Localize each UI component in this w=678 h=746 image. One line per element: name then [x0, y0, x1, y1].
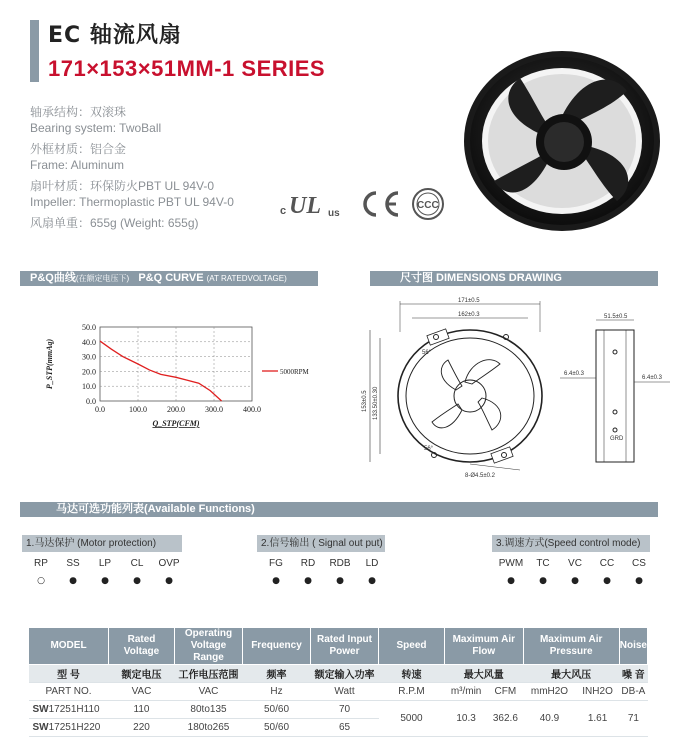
th-speed: Speed	[379, 628, 445, 665]
unit-hz: Hz	[243, 683, 311, 701]
unit-vac-range: VAC	[175, 683, 243, 701]
table-cn-row	[29, 665, 648, 683]
range-cell: 180to265	[175, 719, 243, 737]
y-tick-label: 40.0	[82, 337, 96, 347]
dim-6-4-right: 6.4±0.3	[642, 375, 662, 381]
function-code: RDB	[329, 558, 351, 569]
unit-watt: Watt	[311, 683, 379, 701]
pq-chart	[40, 315, 330, 445]
dim-153-label: 153±0.5	[362, 390, 368, 412]
cn-operating-range: 工作电压范围	[175, 665, 243, 683]
th-rated-voltage: Rated Voltage	[109, 628, 175, 665]
spec-impeller-en: Impeller: Thermoplastic PBT UL 94V-0	[30, 195, 234, 209]
cn-rated-voltage: 额定电压	[109, 665, 175, 683]
product-title: EC 轴流风扇	[48, 23, 182, 48]
spec-frame-en: Frame: Aluminum	[30, 158, 125, 172]
unit-mmh2o: mmH2O	[523, 683, 576, 701]
legend-label: 5000RPM	[280, 368, 309, 376]
unit-cfm: CFM	[488, 683, 523, 701]
frequency-cell: 50/60	[243, 719, 311, 737]
dim-51-label: 51.5±0.5	[604, 314, 628, 320]
svg-text:c: c	[280, 205, 287, 217]
grd-label: GRD	[610, 436, 624, 442]
pq-banner-en-small: (AT RATEDVOLTAGE)	[206, 274, 287, 283]
function-code: LD	[365, 558, 379, 569]
range-cell: 80to135	[175, 701, 243, 719]
function-mark: ●	[368, 576, 376, 586]
function-code: RP	[34, 558, 48, 569]
y-tick-label: 0.0	[86, 397, 96, 406]
unit-rpm: R.P.M	[379, 683, 445, 701]
x-tick-label: 200.0	[167, 405, 185, 414]
dim-171-label: 171±0.5	[458, 298, 480, 304]
th-model: MODEL	[29, 628, 109, 665]
function-mark: ●	[272, 576, 280, 586]
cn-noise: 噪 音	[619, 665, 647, 683]
function-group-title: 1.马达保护 (Motor protection)	[22, 535, 182, 552]
function-mark: ○	[37, 576, 45, 586]
x-tick-label: 400.0	[243, 405, 261, 414]
function-mark: ●	[101, 576, 109, 586]
y-axis-label: P_STP(mmAq)	[45, 338, 54, 390]
x-tick-label: 300.0	[205, 405, 223, 414]
function-mark: ●	[635, 576, 643, 586]
table-row	[29, 701, 648, 719]
model-cell	[29, 701, 109, 719]
unit-dba: DB-A	[619, 683, 647, 701]
svg-text:UL: UL	[289, 193, 321, 219]
spec-bearing-cn: 轴承结构：双滚珠	[30, 105, 127, 119]
function-mark: ●	[69, 576, 77, 586]
th-air-flow: Maximum Air Flow	[445, 628, 524, 665]
th-rated-power: Rated Input Power	[311, 628, 379, 665]
cn-frequency: 频率	[243, 665, 311, 683]
power-cell: 65	[311, 719, 379, 737]
pq-curve-banner	[20, 271, 318, 286]
functions-banner: 马达可选功能列表(Available Functions)	[20, 502, 658, 517]
dim-162-label: 162±0.3	[458, 312, 480, 318]
function-mark: ●	[336, 576, 344, 586]
rated-voltage-cell: 110	[109, 701, 175, 719]
noise-cell: 71	[619, 701, 647, 737]
x-tick-label: 0.0	[95, 405, 105, 414]
ce-cert-icon	[358, 188, 402, 220]
rated-voltage-cell: 220	[109, 719, 175, 737]
pq-banner-en: P&Q CURVE	[138, 272, 204, 284]
cn-air-pressure: 最大风压	[523, 665, 619, 683]
dimensions-banner: 尺寸图 DIMENSIONS DRAWING	[370, 271, 658, 286]
dim-133-label: 133.50±0.30	[373, 386, 379, 420]
function-mark: ●	[539, 576, 547, 586]
table-unit-row	[29, 683, 648, 701]
function-code: SS	[66, 558, 80, 569]
frequency-cell: 50/60	[243, 701, 311, 719]
function-mark: ●	[571, 576, 579, 586]
function-code: FG	[269, 558, 283, 569]
spec-frame-cn: 外框材质：铝合金	[30, 142, 127, 156]
model-number: 17251H110	[48, 704, 100, 715]
y-tick-label: 20.0	[82, 367, 96, 377]
y-tick-label: 50.0	[82, 323, 96, 332]
cn-speed: 转速	[379, 665, 445, 683]
mmh2o-cell: 40.9	[523, 701, 576, 737]
angle-56-top: 56°	[422, 350, 432, 356]
function-code: PWM	[498, 558, 524, 569]
y-tick-label: 30.0	[82, 352, 96, 362]
m3-cell: 10.3	[445, 701, 488, 737]
th-operating-range: Operating Voltage Range	[175, 628, 243, 665]
speed-cell: 5000	[379, 701, 445, 737]
th-noise: Noise	[619, 628, 647, 665]
hole-label: 8-Ø4.5±0.2	[465, 473, 495, 479]
function-code: LP	[98, 558, 112, 569]
spec-impeller-cn: 扇叶材质：环保防火PBT UL 94V-0	[30, 179, 215, 193]
function-group-title: 3.调速方式(Speed control mode)	[492, 535, 650, 552]
y-tick-label: 10.0	[82, 382, 96, 392]
ul-cert-icon	[278, 188, 348, 220]
fan-product-image	[462, 46, 662, 236]
x-axis-label: Q_STP(CFM)	[152, 419, 200, 428]
cn-rated-power: 额定输入功率	[311, 665, 379, 683]
function-code: CL	[130, 558, 144, 569]
function-code: CC	[599, 558, 615, 569]
th-frequency: Frequency	[243, 628, 311, 665]
table-header-row	[29, 628, 648, 665]
inh2o-cell: 1.61	[576, 701, 619, 737]
angle-56-bottom: 56°	[424, 446, 434, 452]
svg-text:CCC: CCC	[417, 200, 439, 211]
dimension-drawing	[340, 292, 670, 482]
function-code: RD	[300, 558, 316, 569]
pq-chart-container	[40, 315, 330, 445]
function-mark: ●	[304, 576, 312, 586]
model-cell	[29, 719, 109, 737]
function-code: OVP	[158, 558, 180, 569]
function-mark: ●	[133, 576, 141, 586]
unit-inh2o: INH2O	[576, 683, 619, 701]
pq-banner-cn: P&Q曲线	[30, 272, 76, 284]
function-mark: ●	[507, 576, 515, 586]
function-code: CS	[632, 558, 646, 569]
model-prefix: SW	[32, 704, 49, 715]
function-mark: ●	[603, 576, 611, 586]
model-spec-table	[28, 627, 648, 737]
spec-bearing-en: Bearing system: TwoBall	[30, 121, 162, 135]
cn-model: 型 号	[29, 665, 109, 683]
svg-text:us: us	[328, 208, 340, 219]
pq-banner-cn-small: (在额定电压下)	[75, 274, 130, 283]
series-title: 171×153×51MM-1 SERIES	[48, 56, 326, 81]
dim-6-4-left: 6.4±0.3	[564, 371, 584, 377]
ccc-cert-icon	[410, 186, 446, 222]
function-group-title: 2.信号输出 ( Signal out put)	[257, 535, 385, 552]
cfm-cell: 362.6	[488, 701, 523, 737]
cn-air-flow: 最大风量	[445, 665, 524, 683]
function-mark: ●	[165, 576, 173, 586]
unit-vac: VAC	[109, 683, 175, 701]
spec-weight: 风扇单重：655g (Weight: 655g)	[30, 216, 199, 230]
x-tick-label: 100.0	[129, 405, 147, 414]
function-code: TC	[536, 558, 550, 569]
unit-m3min: m³/min	[445, 683, 488, 701]
unit-part-no: PART NO.	[29, 683, 109, 701]
model-number: 17251H220	[48, 722, 101, 733]
power-cell: 70	[311, 701, 379, 719]
th-air-pressure: Maximum Air Pressure	[523, 628, 619, 665]
title-accent-bar	[30, 20, 39, 82]
function-code: VC	[568, 558, 582, 569]
model-prefix: SW	[32, 722, 49, 733]
